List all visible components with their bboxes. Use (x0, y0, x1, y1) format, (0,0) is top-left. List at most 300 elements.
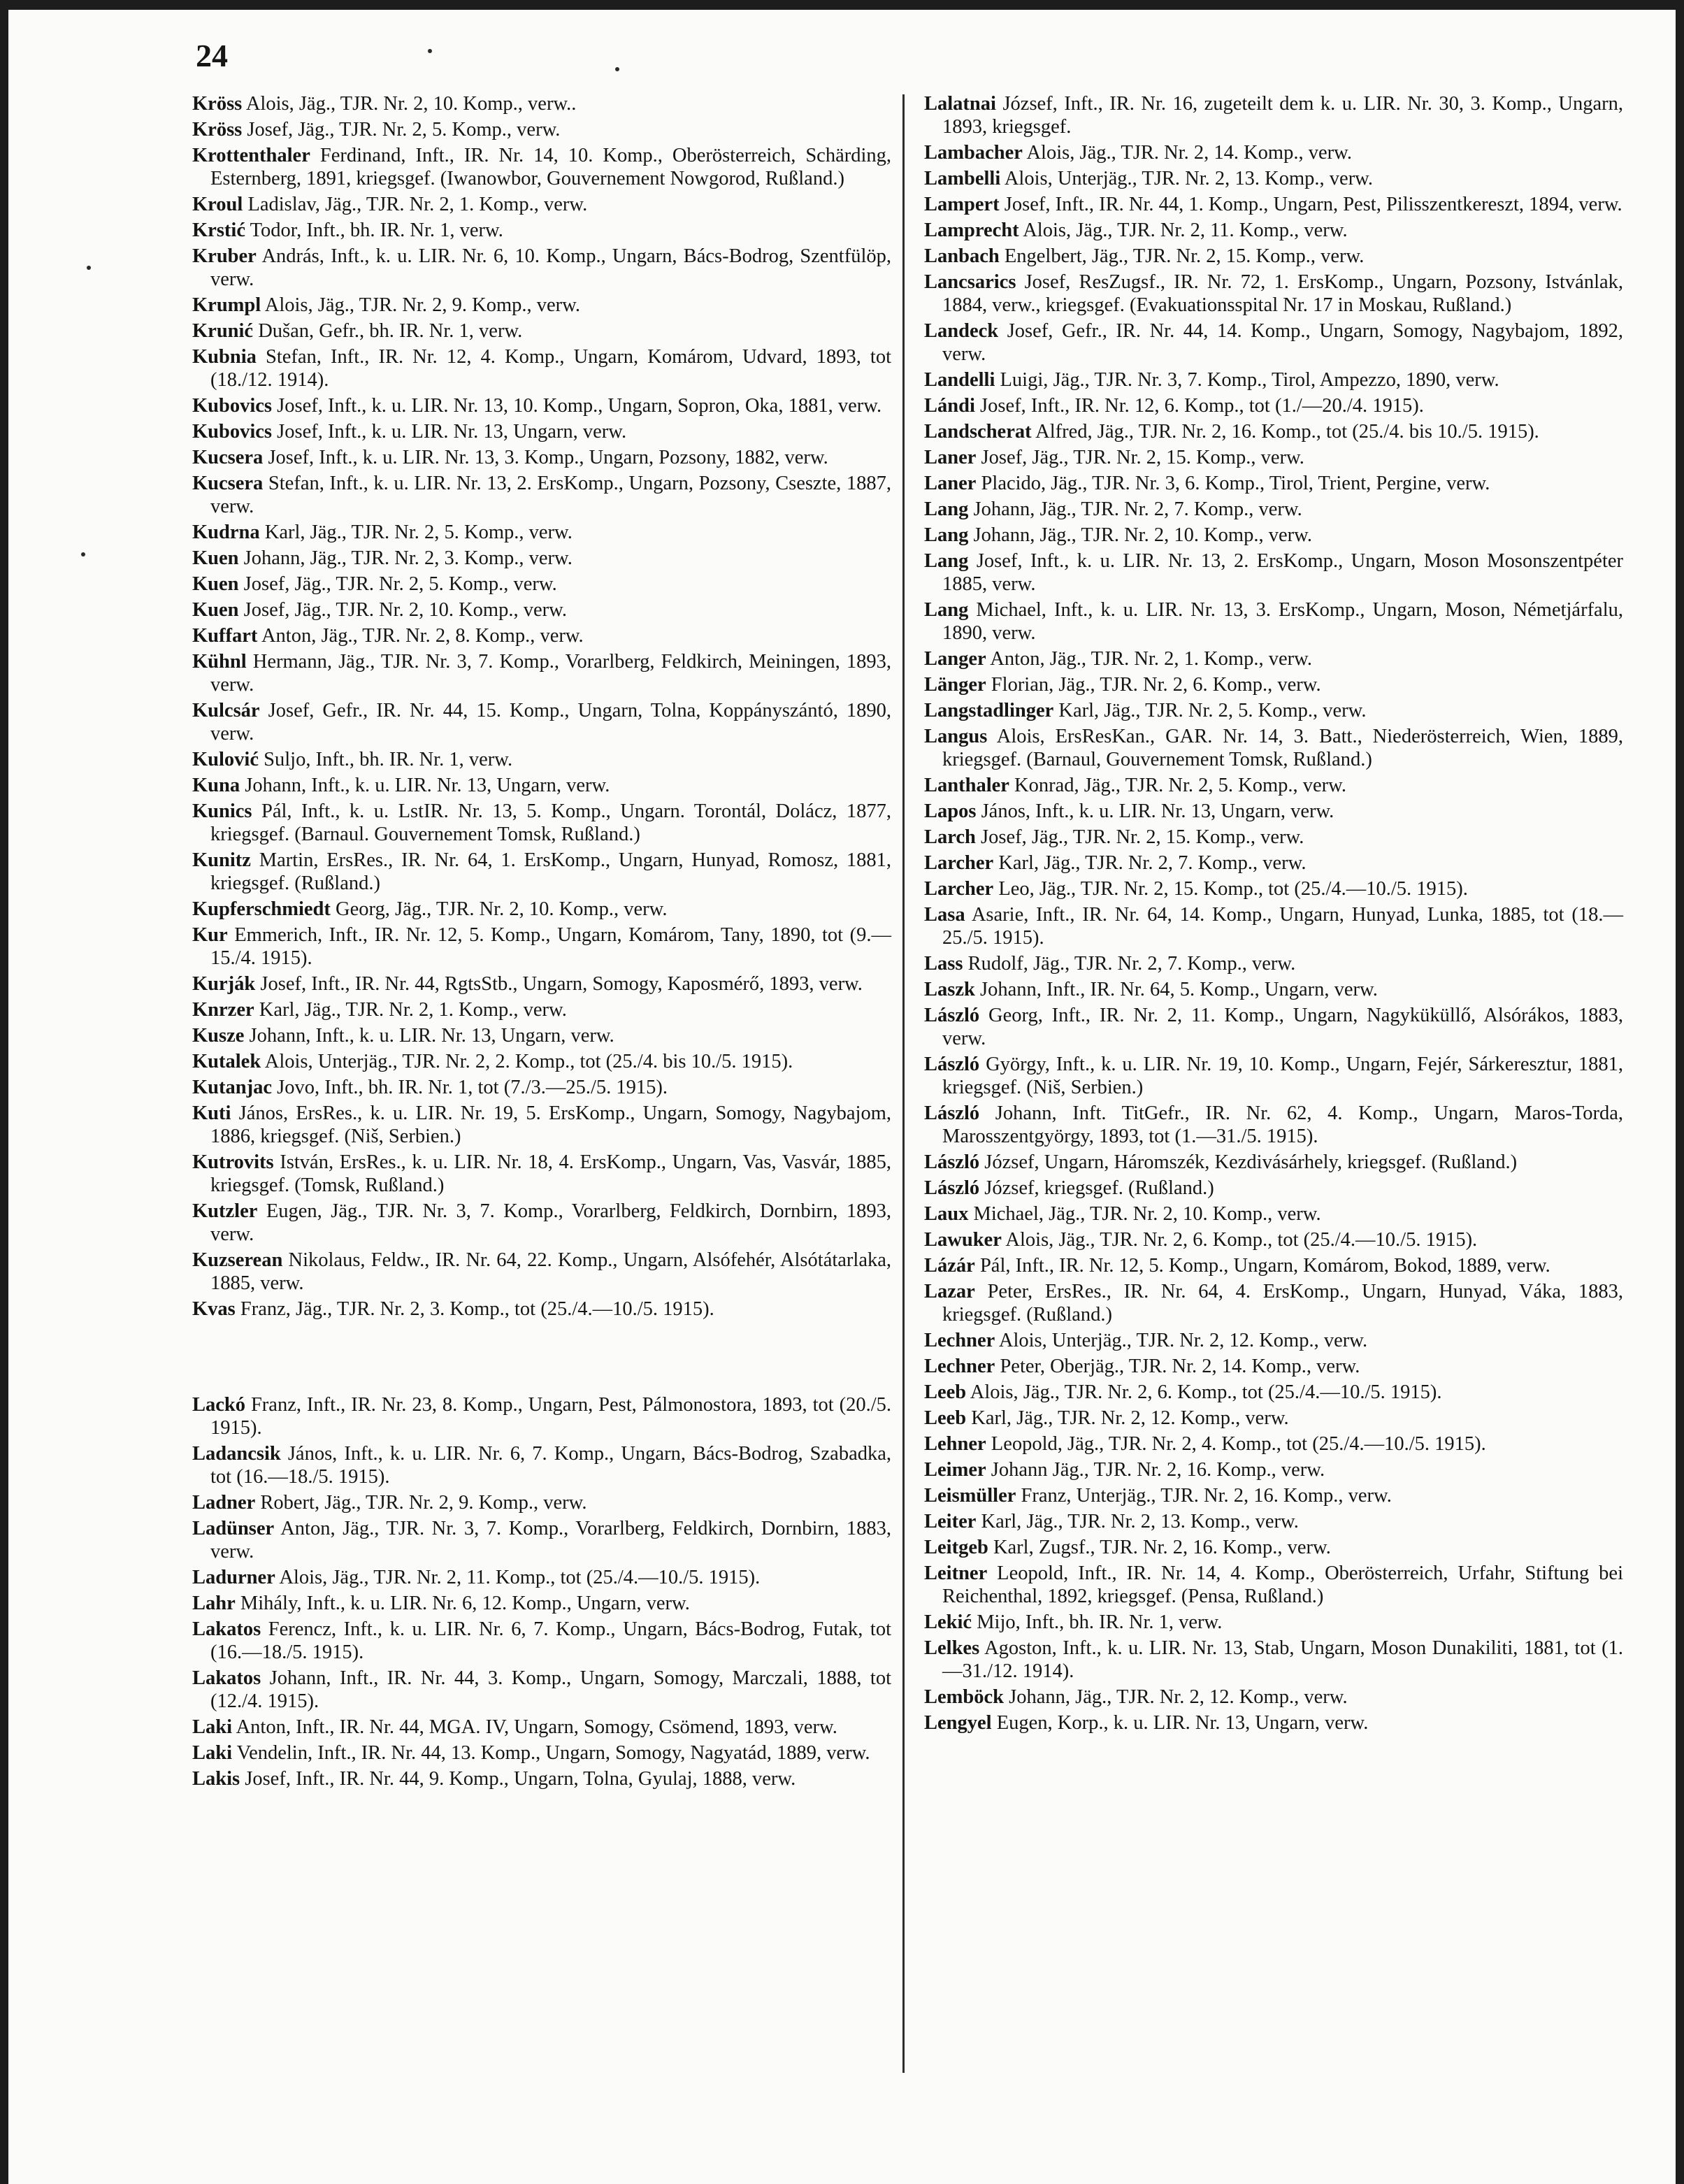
entry-details: Engelbert, Jäg., TJR. Nr. 2, 15. Komp., verw. (1004, 245, 1365, 267)
entry-surname: Kurják (192, 973, 256, 995)
entry-surname: Lancsarics (924, 271, 1016, 293)
list-entry (924, 1202, 1623, 1226)
list-entry (192, 1393, 891, 1439)
entry-details: Karl, Jäg., TJR. Nr. 2, 13. Komp., verw. (981, 1511, 1299, 1532)
list-entry (924, 219, 1623, 242)
list-entry (924, 271, 1623, 317)
list-entry (192, 446, 891, 469)
list-entry (924, 1280, 1623, 1326)
entry-details: Anton, Inft., IR. Nr. 44, MGA. IV, Ungarn, Somogy, Csömend, 1893, verw. (236, 1716, 837, 1738)
entry-surname: Kubovics (192, 421, 273, 443)
entry-details: Karl, Jäg., TJR. Nr. 2, 5. Komp., verw. (1058, 700, 1367, 721)
list-entry (924, 1458, 1623, 1481)
entry-surname: Lass (924, 953, 963, 975)
list-entry (924, 826, 1623, 849)
entry-surname: Larch (924, 826, 976, 848)
list-entry (924, 141, 1623, 164)
entry-surname: Kunitz (192, 849, 251, 871)
entry-surname: Leiter (924, 1511, 977, 1532)
entry-details: Suljo, Inft., bh. IR. Nr. 1, verw. (264, 749, 513, 770)
entry-details: Johann, Inft., k. u. LIR. Nr. 13, Ungarn, verw. (249, 1025, 614, 1047)
scan-border-top (0, 0, 1684, 10)
entry-details: István, ErsRes., k. u. LIR. Nr. 18, 4. ErsKomp., Ungarn, Vas, Vasvár, 1885, kriegsgef. (Tomsk, Rußland.) (210, 1151, 892, 1196)
entry-details: Karl, Jäg., TJR. Nr. 2, 7. Komp., verw. (998, 852, 1307, 874)
entry-details: Placido, Jäg., TJR. Nr. 3, 6. Komp., Tirol, Trient, Pergine, verw. (981, 473, 1490, 494)
entry-surname: Kuen (192, 599, 239, 621)
entry-surname: Kucsera (192, 447, 264, 468)
entry-details: Karl, Jäg., TJR. Nr. 2, 12. Komp., verw. (971, 1407, 1289, 1429)
entry-details: Ladislav, Jäg., TJR. Nr. 2, 1. Komp., verw. (247, 194, 588, 215)
entry-details: János, ErsRes., k. u. LIR. Nr. 19, 5. ErsKomp., Ungarn, Somogy, Nagybajom, 1886, kriegsgef. (Niš, Serbien.) (210, 1102, 891, 1147)
entry-surname: Lakis (192, 1768, 240, 1790)
entry-surname: Lamprecht (924, 220, 1019, 241)
entry-surname: Kuen (192, 573, 239, 595)
entry-details: György, Inft., k. u. LIR. Nr. 19, 10. Komp., Ungarn, Fejér, Sárkeresztur, 1881, kriegsgef. (Niš, Serbien.) (942, 1054, 1623, 1098)
entry-details: Alois, Jäg., TJR. Nr. 2, 11. Komp., tot (25./4.—10./5. 1915). (279, 1567, 761, 1588)
entry-details: Johann, Jäg., TJR. Nr. 2, 10. Komp., verw. (973, 524, 1312, 546)
entry-details: Robert, Jäg., TJR. Nr. 2, 9. Komp., verw. (260, 1492, 587, 1514)
list-entry (924, 1484, 1623, 1507)
list-entry (192, 924, 891, 970)
list-entry (192, 345, 891, 391)
list-entry (924, 1611, 1623, 1634)
entry-surname: Lang (924, 498, 969, 520)
entry-details: András, Inft., k. u. LIR. Nr. 6, 10. Komp., Ungarn, Bács-Bodrog, Szentfülöp, verw. (210, 245, 891, 290)
list-entry (924, 699, 1623, 722)
entry-surname: Kuti (192, 1102, 231, 1124)
entry-details: Hermann, Jäg., TJR. Nr. 3, 7. Komp., Vorarlberg, Feldkirch, Meiningen, 1893, verw. (210, 651, 892, 696)
entry-details: Josef, Inft., IR. Nr. 44, 9. Komp., Ungarn, Tolna, Gyulaj, 1888, verw. (245, 1768, 796, 1790)
list-entry (192, 394, 891, 417)
entry-surname: Lang (924, 550, 969, 572)
list-entry (192, 1566, 891, 1589)
entry-surname: Ladner (192, 1492, 256, 1514)
list-entry (924, 472, 1623, 495)
entry-details: Ferencz, Inft., k. u. LIR. Nr. 6, 7. Komp., Ungarn, Bács-Bodrog, Futak, tot (16.—18./5. 1915). (210, 1618, 892, 1663)
left-l-entries (192, 1393, 891, 1790)
entry-surname: Krottenthaler (192, 145, 310, 166)
entry-details: Peter, Oberjäg., TJR. Nr. 2, 14. Komp., verw. (1000, 1356, 1360, 1377)
entry-surname: Kröss (192, 119, 243, 141)
entry-surname: Kutalek (192, 1051, 261, 1072)
list-entry (924, 368, 1623, 391)
scan-border-right (1676, 0, 1684, 2184)
entry-surname: Ladancsik (192, 1443, 281, 1465)
entry-details: Anton, Jäg., TJR. Nr. 3, 7. Komp., Vorarlberg, Feldkirch, Dornbirn, 1883, verw. (210, 1518, 891, 1562)
entry-surname: Lambacher (924, 142, 1023, 164)
entry-details: Josef, ResZugsf., IR. Nr. 72, 1. ErsKomp., Ungarn, Pozsony, Istvánlak, 1884, verw., kriegsgef. (Evakuationsspital Nr. 17 in Moskau, Rußland.) (942, 271, 1624, 316)
list-entry (192, 118, 891, 141)
list-entry (924, 319, 1623, 366)
entry-surname: Kutzler (192, 1200, 258, 1222)
entry-details: Josef, Jäg., TJR. Nr. 2, 15. Komp., verw. (981, 447, 1304, 468)
list-entry (924, 1177, 1623, 1200)
entry-details: Franz, Unterjäg., TJR. Nr. 2, 16. Komp., verw. (1021, 1485, 1392, 1507)
list-entry (192, 1298, 891, 1321)
entry-surname: Kühnl (192, 651, 247, 673)
list-entry (924, 1355, 1623, 1378)
entry-surname: Lelkes (924, 1637, 980, 1659)
entry-surname: Leitner (924, 1562, 988, 1584)
entry-details: Josef, Jäg., TJR. Nr. 2, 5. Komp., verw. (247, 119, 561, 141)
list-entry (192, 1151, 891, 1197)
entry-surname: Landeck (924, 320, 999, 342)
list-entry (192, 1442, 891, 1488)
entry-surname: Kuzserean (192, 1249, 283, 1271)
entry-details: Josef, Inft., IR. Nr. 44, RgtsStb., Ungarn, Somogy, Kaposmérő, 1893, verw. (260, 973, 863, 995)
entry-surname: Lehner (924, 1433, 986, 1455)
entry-details: Josef, Inft., IR. Nr. 12, 6. Komp., tot (1./—20./4. 1915). (980, 395, 1424, 417)
entry-surname: Kubovics (192, 395, 273, 417)
list-entry (924, 245, 1623, 268)
entry-details: Johann, Inft., IR. Nr. 64, 5. Komp., Ungarn, verw. (979, 979, 1378, 1000)
list-entry (924, 647, 1623, 670)
list-entry (192, 1741, 891, 1765)
list-entry (192, 699, 891, 745)
entry-surname: Lechner (924, 1356, 995, 1377)
list-entry (924, 1562, 1623, 1608)
entry-surname: Lambelli (924, 168, 1001, 189)
list-entry (924, 1432, 1623, 1456)
entry-details: Mijo, Inft., bh. IR. Nr. 1, verw. (977, 1611, 1223, 1633)
entry-details: Alois, ErsResKan., GAR. Nr. 14, 3. Batt., Niederösterreich, Wien, 1889, kriegsgef. (Barnaul, Gouvernement Tomsk, Rußland.) (942, 726, 1623, 770)
entry-details: Todor, Inft., bh. IR. Nr. 1, verw. (250, 220, 503, 241)
left-column (192, 92, 891, 1793)
section-gap (192, 1323, 891, 1393)
entry-surname: Lang (924, 524, 969, 546)
entry-surname: Leeb (924, 1407, 967, 1429)
entry-surname: Lekić (924, 1611, 972, 1633)
entry-surname: Langer (924, 648, 986, 670)
entry-details: Johann, Jäg., TJR. Nr. 2, 7. Komp., verw. (973, 498, 1302, 520)
entry-details: Mihály, Inft., k. u. LIR. Nr. 6, 12. Komp., Ungarn, verw. (240, 1593, 690, 1614)
entry-details: Alois, Jäg., TJR. Nr. 2, 10. Komp., verw.. (245, 93, 577, 115)
list-entry (924, 1536, 1623, 1559)
entry-details: Ferdinand, Inft., IR. Nr. 14, 10. Komp., Oberösterreich, Schärding, Esternberg, 1891, kriegsgef. (Iwanowbor, Gouvernement Nowgorod, Rußland.) (210, 145, 891, 189)
list-entry (924, 549, 1623, 596)
entry-details: Rudolf, Jäg., TJR. Nr. 2, 7. Komp., verw. (967, 953, 1296, 975)
entry-details: Michael, Inft., k. u. LIR. Nr. 13, 3. ErsKomp., Ungarn, Moson, Németjárfalu, 1890, verw. (942, 599, 1624, 644)
list-entry (924, 1004, 1623, 1050)
list-entry (192, 1592, 891, 1615)
entry-surname: Krstić (192, 220, 245, 241)
list-entry (192, 193, 891, 216)
entry-details: József, Inft., IR. Nr. 16, zugeteilt dem k. u. LIR. Nr. 30, 3. Komp., Ungarn, 1893, kriegsgef. (942, 93, 1623, 138)
list-entry (924, 725, 1623, 771)
list-entry (924, 1102, 1623, 1148)
entry-surname: László (924, 1005, 980, 1026)
entry-surname: Kulović (192, 749, 259, 770)
entry-surname: László (924, 1177, 980, 1199)
list-entry (192, 472, 891, 518)
list-entry (924, 903, 1623, 949)
list-entry (924, 1254, 1623, 1277)
entry-details: Pál, Inft., IR. Nr. 12, 5. Komp., Ungarn, Komárom, Bokod, 1889, verw. (979, 1255, 1550, 1277)
list-entry (924, 774, 1623, 797)
list-entry (924, 1228, 1623, 1251)
list-entry (924, 1637, 1623, 1683)
entry-surname: Lakatos (192, 1618, 261, 1640)
entry-details: Anton, Jäg., TJR. Nr. 2, 8. Komp., verw. (261, 625, 584, 647)
entry-details: Josef, Jäg., TJR. Nr. 2, 15. Komp., verw. (981, 826, 1304, 848)
entry-details: Dušan, Gefr., bh. IR. Nr. 1, verw. (258, 320, 523, 342)
entry-details: Leo, Jäg., TJR. Nr. 2, 15. Komp., tot (25./4.—10./5. 1915). (998, 878, 1468, 900)
entry-details: Karl, Jäg., TJR. Nr. 2, 5. Komp., verw. (264, 522, 573, 543)
list-entry (192, 219, 891, 242)
entry-details: Pál, Inft., k. u. LstIR. Nr. 13, 5. Komp., Ungarn. Torontál, Dolácz, 1877, kriegsgef. (Barnaul. Gouvernement Tomsk, Rußland.) (210, 800, 891, 845)
entry-details: Leopold, Inft., IR. Nr. 14, 4. Komp., Oberösterreich, Urfahr, Stiftung bei Reichenthal, 1892, kriegsgef. (Pensa, Rußland.) (942, 1562, 1623, 1607)
entry-details: Stefan, Inft., k. u. LIR. Nr. 13, 2. ErsKomp., Ungarn, Pozsony, Cseszte, 1887, verw. (210, 473, 891, 517)
entry-details: Stefan, Inft., IR. Nr. 12, 4. Komp., Ungarn, Komárom, Udvard, 1893, tot (18./12. 1914). (210, 346, 891, 391)
entry-surname: Kuffart (192, 625, 258, 647)
entry-details: Josef, Inft., IR. Nr. 44, 1. Komp., Ungarn, Pest, Pilisszentkereszt, 1894, verw. (1004, 194, 1622, 215)
entry-surname: Lawuker (924, 1229, 1002, 1251)
list-entry (924, 446, 1623, 469)
list-entry (924, 877, 1623, 900)
entry-surname: Lang (924, 599, 969, 621)
list-entry (192, 998, 891, 1021)
entry-details: Alois, Jäg., TJR. Nr. 2, 6. Komp., tot (25./4.—10./5. 1915). (970, 1381, 1442, 1403)
entry-details: József, kriegsgef. (Rußland.) (984, 1177, 1214, 1199)
list-entry (192, 1200, 891, 1246)
entry-details: Josef, Inft., k. u. LIR. Nr. 13, 3. Komp., Ungarn, Pozsony, 1882, verw. (268, 447, 828, 468)
list-entry (192, 547, 891, 570)
list-entry (924, 1053, 1623, 1099)
entry-details: Alfred, Jäg., TJR. Nr. 2, 16. Komp., tot (25./4. bis 10./5. 1915). (1035, 421, 1539, 443)
entry-surname: Lázár (924, 1255, 975, 1277)
entry-details: Karl, Jäg., TJR. Nr. 2, 1. Komp., verw. (259, 999, 567, 1021)
page-number: 24 (196, 38, 228, 73)
entry-details: Alois, Unterjäg., TJR. Nr. 2, 13. Komp., verw. (1004, 168, 1374, 189)
entry-details: Josef, Jäg., TJR. Nr. 2, 10. Komp., verw. (243, 599, 567, 621)
entry-surname: Kröss (192, 93, 243, 115)
entry-surname: Kusze (192, 1025, 245, 1047)
list-entry (192, 849, 891, 895)
entry-surname: Laner (924, 473, 977, 494)
entry-surname: Kupferschmiedt (192, 898, 331, 920)
entry-surname: Leimer (924, 1459, 986, 1481)
list-entry (924, 92, 1623, 138)
entry-details: János, Inft., k. u. LIR. Nr. 6, 7. Komp., Ungarn, Bács-Bodrog, Szabadka, tot (16.—18./5. 1915). (210, 1443, 891, 1488)
entry-surname: Kudrna (192, 522, 260, 543)
entry-details: Josef, Inft., k. u. LIR. Nr. 13, 10. Komp., Ungarn, Sopron, Oka, 1881, verw. (277, 395, 882, 417)
entry-surname: Landscherat (924, 421, 1032, 443)
entry-details: Josef, Inft., k. u. LIR. Nr. 13, 2. ErsKomp., Ungarn, Moson Mosonszentpéter 1885, verw. (942, 550, 1623, 595)
entry-details: Johann Jäg., TJR. Nr. 2, 16. Komp., verw. (991, 1459, 1325, 1481)
entry-surname: Lanthaler (924, 775, 1009, 796)
entry-surname: Krunić (192, 320, 254, 342)
entry-details: Luigi, Jäg., TJR. Nr. 3, 7. Komp., Tirol, Ampezzo, 1890, verw. (1000, 369, 1499, 391)
entry-surname: Lanbach (924, 245, 1000, 267)
list-entry (924, 673, 1623, 696)
entry-details: Florian, Jäg., TJR. Nr. 2, 6. Komp., verw. (991, 674, 1321, 696)
entry-details: Asarie, Inft., IR. Nr. 64, 14. Komp., Ungarn, Hunyad, Lunka, 1885, tot (18.—25./5. 1915). (942, 904, 1623, 949)
scan-speck (615, 67, 619, 71)
entry-surname: Laki (192, 1742, 233, 1764)
list-entry (192, 144, 891, 190)
entry-surname: Lengyel (924, 1712, 992, 1734)
entry-surname: Laki (192, 1716, 233, 1738)
entry-surname: Leitgeb (924, 1537, 988, 1558)
entry-details: Alois, Jäg., TJR. Nr. 2, 14. Komp., verw. (1026, 142, 1352, 164)
list-entry (192, 1050, 891, 1073)
scan-speck (87, 266, 91, 270)
entry-surname: Ladurner (192, 1567, 275, 1588)
entry-details: Martin, ErsRes., IR. Nr. 64, 1. ErsKomp., Ungarn, Hunyad, Romosz, 1881, kriegsgef. (Rußland.) (210, 849, 892, 894)
entry-surname: Lándi (924, 395, 975, 417)
list-entry (192, 1491, 891, 1514)
entry-surname: Lemböck (924, 1686, 1004, 1708)
entry-details: Alois, Jäg., TJR. Nr. 2, 11. Komp., verw. (1023, 220, 1348, 241)
entry-details: Josef, Gefr., IR. Nr. 44, 15. Komp., Ungarn, Tolna, Koppányszántó, 1890, verw. (210, 700, 892, 745)
list-entry (192, 573, 891, 596)
list-entry (192, 294, 891, 317)
entry-details: Alois, Unterjäg., TJR. Nr. 2, 12. Komp., verw. (998, 1330, 1368, 1351)
list-entry (924, 598, 1623, 645)
entry-surname: Kucsera (192, 473, 264, 494)
entry-details: Josef, Inft., k. u. LIR. Nr. 13, Ungarn, verw. (277, 421, 627, 443)
entry-details: Anton, Jäg., TJR. Nr. 2, 1. Komp., verw. (990, 648, 1312, 670)
entry-details: Georg, Jäg., TJR. Nr. 2, 10. Komp., verw. (336, 898, 668, 920)
list-entry (924, 1407, 1623, 1430)
entry-surname: Ladünser (192, 1518, 275, 1539)
entry-details: Johann, Jäg., TJR. Nr. 2, 12. Komp., verw. (1009, 1686, 1348, 1708)
entry-surname: Lackó (192, 1394, 246, 1416)
list-entry (192, 800, 891, 846)
entry-details: Leopold, Jäg., TJR. Nr. 2, 4. Komp., tot (25./4.—10./5. 1915). (991, 1433, 1486, 1455)
entry-details: Josef, Gefr., IR. Nr. 44, 14. Komp., Ungarn, Somogy, Nagybajom, 1892, verw. (942, 320, 1623, 365)
entry-surname: Lalatnai (924, 93, 996, 115)
entry-details: Eugen, Jäg., TJR. Nr. 3, 7. Komp., Vorarlberg, Feldkirch, Dornbirn, 1893, verw. (210, 1200, 891, 1245)
right-column (924, 92, 1623, 1737)
entry-surname: Larcher (924, 852, 994, 874)
list-entry (192, 598, 891, 622)
list-entry (924, 952, 1623, 975)
entry-details: Alois, Unterjäg., TJR. Nr. 2, 2. Komp., tot (25./4. bis 10./5. 1915). (264, 1051, 793, 1072)
list-entry (924, 524, 1623, 547)
list-entry (192, 245, 891, 291)
entry-surname: Kunics (192, 800, 252, 822)
list-entry (924, 1381, 1623, 1404)
entry-details: József, Ungarn, Háromszék, Kezdivásárhely, kriegsgef. (Rußland.) (984, 1151, 1518, 1173)
entry-surname: Kroul (192, 194, 243, 215)
entry-surname: Kuen (192, 547, 239, 569)
entry-surname: Lampert (924, 194, 1000, 215)
entry-surname: Langus (924, 726, 988, 747)
entry-surname: Lechner (924, 1330, 995, 1351)
list-entry (192, 1767, 891, 1790)
entry-details: János, Inft., k. u. LIR. Nr. 13, Ungarn, verw. (981, 800, 1334, 822)
entry-details: Michael, Jäg., TJR. Nr. 2, 10. Komp., verw. (973, 1203, 1321, 1225)
entry-surname: Kvas (192, 1298, 236, 1320)
list-entry (924, 1151, 1623, 1174)
entry-surname: Lakatos (192, 1667, 261, 1689)
entry-surname: Lapos (924, 800, 977, 822)
list-entry (192, 92, 891, 115)
list-entry (924, 167, 1623, 190)
list-entry (924, 394, 1623, 417)
entry-details: Alois, Jäg., TJR. Nr. 2, 9. Komp., verw. (264, 294, 580, 316)
entry-details: Georg, Inft., IR. Nr. 2, 11. Komp., Ungarn, Nagyküküllő, Alsórákos, 1883, verw. (942, 1005, 1623, 1049)
entry-surname: Landelli (924, 369, 995, 391)
scan-speck (428, 49, 432, 53)
entry-surname: Lahr (192, 1593, 236, 1614)
entry-details: Alois, Jäg., TJR. Nr. 2, 6. Komp., tot (25./4.—10./5. 1915). (1005, 1229, 1478, 1251)
entry-surname: László (924, 1151, 980, 1173)
entry-surname: Kur (192, 924, 228, 946)
entry-surname: Leeb (924, 1381, 967, 1403)
entry-details: Karl, Zugsf., TJR. Nr. 2, 16. Komp., verw. (993, 1537, 1331, 1558)
entry-details: Johann, Inft., IR. Nr. 44, 3. Komp., Ungarn, Somogy, Marczali, 1888, tot (12./4. 1915). (210, 1667, 892, 1712)
entry-surname: Lasa (924, 904, 965, 926)
list-entry (192, 1517, 891, 1563)
entry-surname: László (924, 1054, 980, 1075)
entry-details: Agoston, Inft., k. u. LIR. Nr. 13, Stab, Ungarn, Moson Dunakiliti, 1881, tot (1.—31./12. 1914). (942, 1637, 1623, 1682)
column-divider (902, 94, 905, 2073)
list-entry (192, 1618, 891, 1664)
entry-surname: Kutrovits (192, 1151, 274, 1173)
list-entry (192, 521, 891, 544)
entry-surname: Larcher (924, 878, 994, 900)
entry-surname: Länger (924, 674, 986, 696)
scan-border-left (0, 0, 8, 2184)
list-entry (192, 1667, 891, 1713)
entry-details: Nikolaus, Feldw., IR. Nr. 64, 22. Komp., Ungarn, Alsófehér, Alsótátarlaka, 1885, verw. (210, 1249, 891, 1294)
list-entry (192, 1249, 891, 1295)
list-entry (924, 420, 1623, 443)
entry-details: Jovo, Inft., bh. IR. Nr. 1, tot (7./3.—25./5. 1915). (277, 1077, 668, 1098)
list-entry (924, 193, 1623, 216)
entry-surname: Laux (924, 1203, 969, 1225)
right-entries (924, 92, 1623, 1734)
entry-details: Johann, Inft. TitGefr., IR. Nr. 62, 4. Komp., Ungarn, Maros-Torda, Marosszentgyörgy, 1893, tot (1.—31./5. 1915). (942, 1102, 1623, 1147)
list-entry (924, 1711, 1623, 1734)
entry-surname: Kuna (192, 775, 240, 796)
list-entry (192, 1024, 891, 1047)
list-entry (192, 1716, 891, 1739)
list-entry (924, 1686, 1623, 1709)
list-entry (192, 774, 891, 797)
list-entry (924, 1510, 1623, 1533)
entry-surname: Knrzer (192, 999, 254, 1021)
list-entry (924, 852, 1623, 875)
list-entry (192, 898, 891, 921)
entry-details: Eugen, Korp., k. u. LIR. Nr. 13, Ungarn, verw. (996, 1712, 1369, 1734)
entry-surname: Langstadlinger (924, 700, 1054, 721)
entry-details: Franz, Inft., IR. Nr. 23, 8. Komp., Ungarn, Pest, Pálmonostora, 1893, tot (20./5. 1915). (210, 1394, 891, 1439)
list-entry (192, 319, 891, 343)
entry-surname: Kutanjac (192, 1077, 272, 1098)
list-entry (192, 420, 891, 443)
list-entry (192, 972, 891, 996)
entry-details: Franz, Jäg., TJR. Nr. 2, 3. Komp., tot (25./4.—10./5. 1915). (240, 1298, 714, 1320)
entry-surname: Krumpl (192, 294, 261, 316)
entry-surname: Kubnia (192, 346, 257, 368)
list-entry (924, 978, 1623, 1001)
entry-surname: László (924, 1102, 980, 1124)
entry-details: Emmerich, Inft., IR. Nr. 12, 5. Komp., Ungarn, Komárom, Tany, 1890, tot (9.—15./4. 1915). (210, 924, 892, 969)
entry-surname: Kruber (192, 245, 257, 267)
entry-details: Josef, Jäg., TJR. Nr. 2, 5. Komp., verw. (243, 573, 557, 595)
list-entry (924, 1329, 1623, 1352)
entry-details: Vendelin, Inft., IR. Nr. 44, 13. Komp., Ungarn, Somogy, Nagyatád, 1889, verw. (236, 1742, 870, 1764)
list-entry (192, 748, 891, 771)
list-entry (924, 498, 1623, 521)
entry-surname: Laszk (924, 979, 975, 1000)
list-entry (192, 1076, 891, 1099)
entry-surname: Leismüller (924, 1485, 1016, 1507)
list-entry (924, 800, 1623, 823)
